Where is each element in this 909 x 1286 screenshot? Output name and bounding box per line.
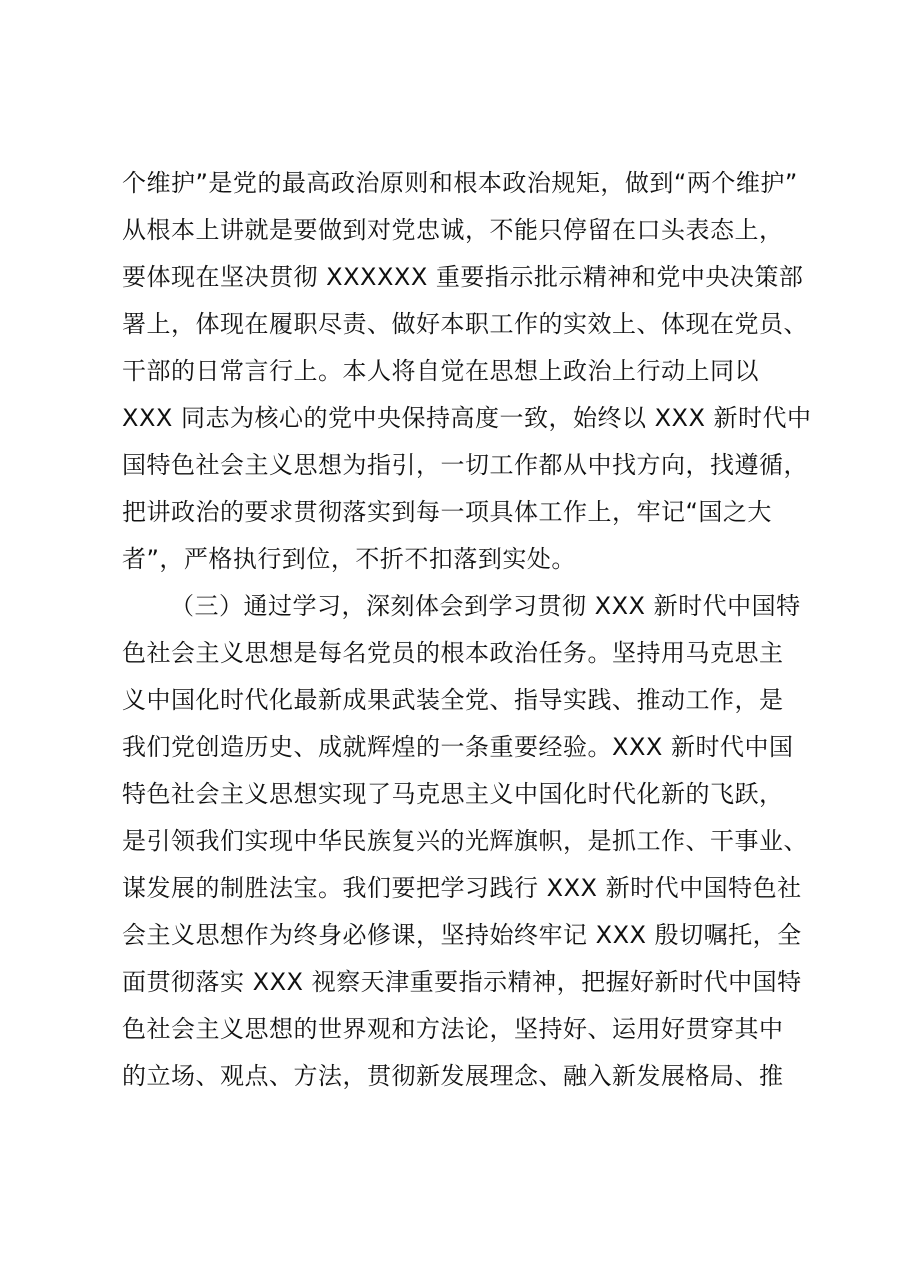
text-line: 色社会主义思想的世界观和方法论，坚持好、运用好贯穿其中 <box>122 1015 784 1043</box>
text-line: 义中国化时代化最新成果武装全党、指导实践、推动工作，是 <box>122 686 784 714</box>
text-line: 的立场、观点、方法，贯彻新发展理念、融入新发展格局、推 <box>122 1062 784 1090</box>
text-line: 会主义思想作为终身必修课，坚持始终牢记 XXX 殷切嘱托，全 <box>122 921 802 949</box>
text-line: 是引领我们实现中华民族复兴的光辉旗帜，是抓工作、干事业、 <box>122 827 808 855</box>
text-line: 从根本上讲就是要做到对党忠诚，不能只停留在口头表态上， <box>122 216 784 244</box>
text-line: 者”，严格执行到位，不折不扣落到实处。 <box>122 545 576 573</box>
text-line: 特色社会主义思想实现了马克思主义中国化时代化新的飞跃， <box>122 780 784 808</box>
paragraph-heading-line: （三）通过学习，深刻体会到学习贯彻 XXX 新时代中国特 <box>170 592 801 620</box>
text-line: 面贯彻落实 XXX 视察天津重要指示精神，把握好新时代中国特 <box>122 968 802 996</box>
text-line: 色社会主义思想是每名党员的根本政治任务。坚持用马克思主 <box>122 639 784 667</box>
text-line: 个维护”是党的最高政治原则和根本政治规矩，做到“两个维护” <box>122 169 798 197</box>
text-line: 国特色社会主义思想为指引，一切工作都从中找方向，找遵循， <box>122 451 808 479</box>
text-line: 要体现在坚决贯彻 XXXXXX 重要指示批示精神和党中央决策部 <box>122 263 804 291</box>
text-line: 把讲政治的要求贯彻落实到每一项具体工作上，牢记“国之大 <box>122 498 772 526</box>
text-line: 我们党创造历史、成就辉煌的一条重要经验。XXX 新时代中国 <box>122 733 794 761</box>
body-text <box>122 160 822 1100</box>
text-line: 谋发展的制胜法宝。我们要把学习践行 XXX 新时代中国特色社 <box>122 874 802 902</box>
text-line: XXX 同志为核心的党中央保持高度一致，始终以 XXX 新时代中 <box>122 404 812 432</box>
text-line: 干部的日常言行上。本人将自觉在思想上政治上行动上同以 <box>122 357 759 385</box>
text-line: 署上，体现在履职尽责、做好本职工作的实效上、体现在党员、 <box>122 310 808 338</box>
